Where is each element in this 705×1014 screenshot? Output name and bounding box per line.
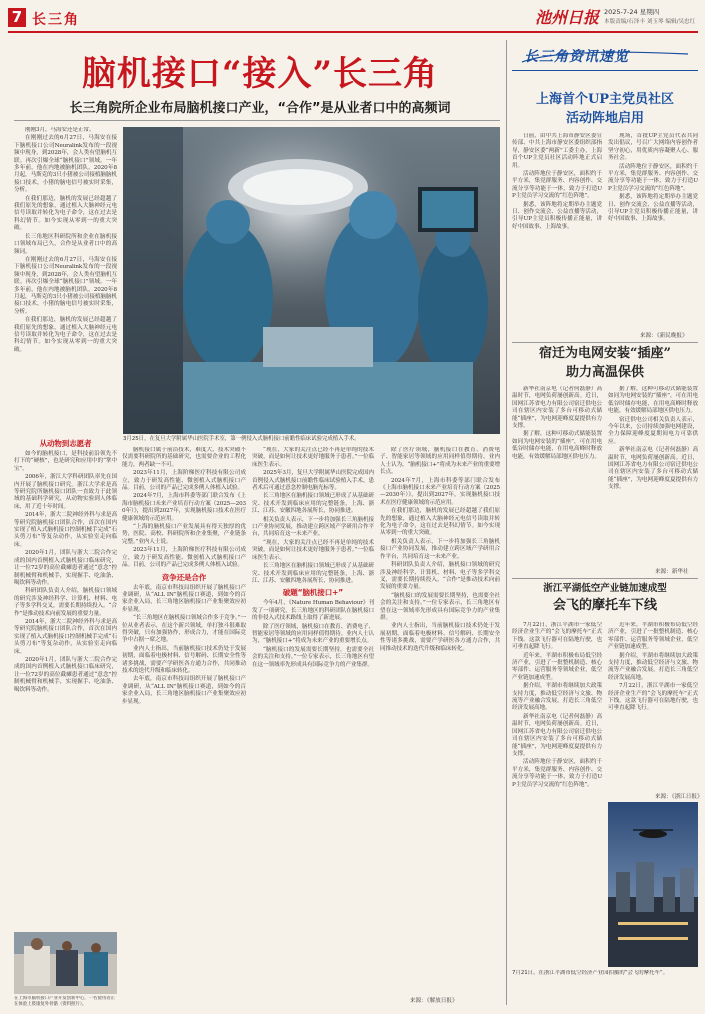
article-divider: [512, 578, 698, 579]
paragraph: 业内人士指出，当前脑机接口技术仍处于发展初期，面临着电极材料、信号解码、长期安全性等诸多挑战，需要产学研医各方通力合作，共同推动技术的迭代升级和临床转化。: [380, 623, 500, 652]
lead-col4: [252, 447, 374, 995]
paragraph: 长三角地区科研院所和企业在脑机接口领域布局已久，合作是从业者口中的高频词。: [14, 233, 117, 255]
paragraph: 2014年，浙大二院神经外科与求是高等研究院脑机接口团队合作，首次在国内实现了植入式脑机接口控制机械手完成“石头剪刀布”等复杂动作，从实验室走向临床。: [14, 512, 117, 548]
article2-title: [512, 344, 698, 382]
article3-title-line2: 会飞的摩托车下线: [552, 598, 657, 613]
paragraph: “脑机接口的发展需要长期坚持，也需要全社会的关注和支持。”一位专家表示，长三角地区有望在这一领域率先形成具有国际竞争力的产业集群。: [380, 592, 500, 621]
subhead-breakthrough: 破题“脑机接口+”: [282, 588, 344, 598]
lead-col5: [380, 447, 500, 995]
paragraph: 刚刚3月，马海安还是正常。: [25, 127, 95, 133]
paragraph: 除了医疗领域，脑机接口在教育、消费电子、智能家居等领域的应用同样值得期待。业内人士认为，“脑机接口+”将成为未来产业的重要增长点。: [252, 623, 374, 645]
paragraph: 7月22日，浙江平湖市一家低空经济企业生产的“会飞的摩托车”正式下线。这款飞行器可在陆地行驶，也可垂直起降飞行。: [608, 683, 698, 712]
article1-col2: [608, 133, 698, 329]
masthead-rule: [8, 31, 698, 33]
paragraph: 相关负责人表示，下一步将加强长三角脑机接口产业协同发展，推动建立跨区域产学研用合作平台，共同培育这一未来产业。: [252, 516, 374, 538]
paragraph: 2025年3月，复旦大学附属华山医院完成国内首例侵入式脑机接口前瞻性临床试验植入手术，患者术后可通过意念控制电脑光标等。: [252, 470, 374, 492]
subhead-competition: 竞争还是合作: [161, 572, 207, 582]
flying-motorcycle-caption: 7月21日，在浙江平湖市低空经济产业园拍摄的“会飞的摩托车”。: [512, 970, 669, 976]
paragraph: 据介绍，平湖市将继续加大政策支持力度，推动低空经济与文旅、物流等产业融合发展，打造长三角低空经济发展高地。: [608, 652, 698, 681]
paragraph: 活动阵地位于静安区，面积约千平方米，集党群服务、内容创作、交流分享等功能于一体，致力于打造UP主党员学习交流的“红色阵地”。: [608, 163, 698, 192]
paragraph: 2023年11月，上海阶梯医疗科技有限公司成立，致力于研发高性能、微创植入式脑机接口产品。目前，公司的产品已完成多例人体植入试验。: [122, 470, 246, 492]
paragraph: 2020年1月，团队与浙大二院合作完成的国内首例植入式脑机接口临床研究，让一位72岁的高位截瘫患者通过“意念”控制机械臂和机械手，实现握手、吃油条、喝饮料等动作。: [14, 656, 117, 693]
paragraph: 宿迁供电公司相关负责人表示，今年以来，公司持续加强电网建设，全力保障迎峰度夏期间电力可靠供应。: [608, 416, 698, 445]
article1-col1: [512, 133, 602, 338]
paragraph: “现在，大家的关注点已经不再是单纯的技术突破，而是如何让技术更好地服务于患者。”一位临床医生表示。: [252, 447, 374, 468]
paragraph: 在刚刚过去的6月27日，马海安在接下脑机接口公司Neuralink发布的一段视频中现身，到2028年，会人类有望脑机互联。再次引爆全球“脑机接口”领域。一年多年前，他在内地被脑机团队，2020年8月起，马斯克的3只小猪被公司接植脑脑机接口技术，小猪的脑电信号被实时采集，分析。: [14, 135, 117, 194]
paragraph: 2023年11月，上海阶梯医疗科技有限公司成立，致力于研发高性能、微创植入式脑机接口产品。目前，公司的产品已完成多例人体植入试验。: [122, 547, 246, 569]
article2-title-line1: 宿迁为电网安装“插座”: [539, 346, 671, 361]
paper-logo: 池州日报: [535, 8, 600, 27]
rehab-photo: [14, 932, 117, 994]
paragraph: “上海的脑机接口产业发展具有得天独厚的优势，医院、高校、科研院所和企业集聚，产业链条完整。”业内人士说。: [122, 524, 246, 545]
paragraph: 新华社南京电（记者何磊静）高温时节，电网负荷屡创新高。近日，国网江苏省电力有限公司宿迁供电公司在辖区内安装了多台可移动式储能“插座”，为电网迎峰度夏提供有力支撑。: [608, 447, 698, 491]
flying-motorcycle-photo: [608, 802, 698, 967]
paragraph: 长三角地区在脑机接口领域已形成了从基础研究、技术开发到临床应用的完整链条，上海、浙江、江苏、安徽四地各展所长，协同推进。: [252, 563, 374, 584]
paragraph: 7月22日，浙江平湖市一家低空经济企业生产的“会飞的摩托车”正式下线。这款飞行器可在陆地行驶，也可垂直起降飞行。: [512, 622, 602, 651]
paragraph: 在我们那边，脑机的发展已经超越了我们原先的想象，通过植入大脑神经元电信号读取并转化为电子命令，这在过去是科幻情节。如今实现从零到一的重大突破。: [380, 508, 500, 537]
article2-title-line2: 助力高温保供: [565, 365, 644, 380]
editor-line: 本版责编/石泽丰 刘玉琴 编辑/吴忠红: [604, 19, 696, 25]
surgery-photo-caption: 3月25日，在复旦大学附属华山医院手术室，第一例侵入式脑机接口前瞻性临床试验完成植入手术。: [123, 436, 360, 442]
lead-subheadline: 长三角院所企业布局脑机接口产业，“合作”是从业者口中的高频词: [69, 101, 451, 116]
paragraph: 近年来，平湖市积极布局低空经济产业，引进了一批整机制造、核心零部件、运营服务等领域企业，低空产业链加速成型。: [512, 652, 602, 681]
paragraph: 在我们那边，脑机的发展已经超越了我们原先的想象，通过植入大脑神经元电信号读取并转化为电子命令，这在过去是科幻情节。如今实现从零到一的重大突破。: [14, 195, 117, 232]
paragraph: 据悉，该阵地将定期举办主题党日、创作交流会、公益直播等活动，引导UP主党员积极传播正能量，讲好中国故事、上海故事。: [512, 201, 602, 230]
paragraph: 据了解，这种可移动式储能装置如同为电网安装的“插座”，可在用电低谷时储存电能，在用电高峰时释放电能，有效缓解局部地区供电压力。: [512, 431, 602, 460]
paragraph: “脑机接口的发展需要长期坚持，也需要全社会的关注和支持。”一位专家表示，长三角地区有望在这一领域率先形成具有国际竞争力的产业集群。: [252, 646, 374, 668]
paragraph: 新华社南京电（记者何磊静）高温时节，电网负荷屡创新高。近日，国网江苏省电力有限公司宿迁供电公司在辖区内安装了多台可移动式储能“插座”，为电网迎峰度夏提供有力支撑。: [512, 713, 602, 757]
paragraph: 在刚刚过去的6月27日，马海安在接下脑机接口公司Neuralink发布的一段视频中现身，到2028年，会人类有望脑机互联。再次引爆全球“脑机接口”领域。一年多年前，他在内地被脑机团队，2020年8月起，马斯克的3只小猪被公司接植脑脑机接口技术，小猪的脑电信号被实时采集，分析。: [14, 256, 117, 315]
paragraph: 业内人士指出，当前脑机接口技术仍处于发展初期，面临着电极材料、信号解码、长期安全性等诸多挑战，需要产学研医各方通力合作，共同推动技术的迭代升级和临床转化。: [122, 645, 246, 674]
headline-rule: [14, 120, 500, 121]
article2-col1: [512, 386, 602, 574]
lead-col1: [14, 127, 117, 432]
lead-col2: [14, 437, 117, 927]
page-number: 7: [11, 8, 23, 26]
paragraph: 今年4月，《Nature Human Behaviour》刊发了一项研究，长三角地区的科研团队在脑机接口的非侵入式技术路线上取得了新进展。: [252, 600, 374, 622]
paragraph: 去年底，南京市科技局组织开展了脑机接口产业调研，从“ALL IN”脑机接口赛道，到如今的百家企业入局，长三角地区脑机接口产业集聚效应初步显现。: [122, 676, 246, 705]
paragraph: “长三角地区在脑机接口领域合作多于竞争。”一位从业者表示，在这个新兴领域，单打独斗很难取得突破，只有加强协作，形成合力，才能在国际竞争中占据一席之地。: [122, 615, 246, 644]
sidebar-logo-text: 长三角资讯速览: [524, 49, 629, 65]
rehab-photo-caption: 在上海市脑机接口产业开发创新中心，一名使用者正在体验上肢康复外骨骼（资料照片）。: [14, 996, 115, 1007]
paragraph: 近年来，平湖市积极布局低空经济产业，引进了一批整机制造、核心零部件、运营服务等领域企业，低空产业链加速成型。: [608, 622, 698, 651]
paragraph: 除了医疗领域，脑机接口在教育、消费电子、智能家居等领域的应用同样值得期待。业内人士认为，“脑机接口+”将成为未来产业的重要增长点。: [380, 447, 500, 476]
article2-col2: [608, 386, 698, 566]
sidebar-logo-rule: [512, 70, 698, 71]
section-name: 长三角: [32, 12, 80, 28]
paragraph: 科研团队负责人介绍，脑机接口领域的研究涉及神经科学、计算机、材料、电子等多学科交叉，需要长期持续投入。“合作”是推动技术向前发展的重要力量。: [14, 588, 117, 617]
article-divider: [512, 342, 698, 343]
paragraph: 如今的脑机接口，是科技前沿领先不打下的“硬核”，也是研究和应用中的“掌中宝”。: [14, 451, 117, 472]
rehab-photo-illustration: [14, 932, 117, 994]
paragraph: 科研团队负责人介绍，脑机接口领域的研究涉及神经科学、计算机、材料、电子等多学科交叉，需要长期持续投入。“合作”是推动技术向前发展的重要力量。: [380, 562, 500, 591]
paragraph: 2014年，浙大二院神经外科与求是高等研究院脑机接口团队合作，首次在国内实现了植入式脑机接口控制机械手完成“石头剪刀布”等复杂动作，从实验室走向临床。: [14, 618, 117, 655]
paragraph: 在我们那边，脑机的发展已经超越了我们原先的想象，通过植入大脑神经元电信号读取并转化为电子命令，这在过去是科幻情节。如今实现从零到一的重大突破。: [14, 317, 117, 353]
paragraph: 现场，首批UP主党员代表共同发出倡议，号召广大网络内容创作者坚守初心，用优质内容凝聚人心、服务社会。: [608, 133, 698, 162]
subhead-from-animals: 从动物到志愿者: [39, 439, 92, 448]
paragraph: 2006年，浙江大学科研团队率先在国内开展了脑机接口研究。浙江大学求是高等研究院所脑机接口团队一直致力于此领域的基础科学研究，从动物实验到人体临床，用了近十年时间。: [14, 474, 117, 510]
column-divider: [506, 40, 507, 1005]
paragraph: 2020年1月，团队与浙大二院合作完成的国内首例植入式脑机接口临床研究，让一位72岁的高位截瘫患者通过“意念”控制机械臂和机械手，实现握手、吃油条、喝饮料等动作。: [14, 550, 117, 586]
article1-title-line2: 活动阵地启用: [565, 111, 644, 126]
paragraph: 长三角地区在脑机接口领域已形成了从基础研究、技术开发到临床应用的完整链条，上海、浙江、江苏、安徽四地各展所长，协同推进。: [252, 493, 374, 515]
paragraph: 相关负责人表示，下一步将加强长三角脑机接口产业协同发展，推动建立跨区域产学研用合作平台，共同培育这一未来产业。: [380, 538, 500, 560]
surgery-photo-illustration: [123, 127, 500, 434]
article3-col1: [512, 622, 602, 970]
sidebar-logo: [520, 44, 690, 68]
lead-source: 来源：《解放日报》: [410, 998, 458, 1004]
page-number-box: [8, 8, 26, 27]
paragraph: 2024年7月，上海市科委等部门联合发布《上海市脑机接口未来产业培育行动方案（2025—2030年）》，提出到2027年，实现脑机接口技术在医疗健康领域的示范应用。: [122, 493, 246, 522]
article1-source: 来源：《新民晚报》: [640, 333, 688, 339]
paragraph: 脑机接口属于前沿技术，难度大，技术突破不仅需要科研院所的基础研究，也需要企业的工程化能力，两者缺一不可。: [122, 447, 246, 468]
paragraph: 据介绍，平湖市将继续加大政策支持力度，推动低空经济与文旅、物流等产业融合发展，打造长三角低空经济发展高地。: [512, 683, 602, 712]
paragraph: 据悉，该阵地将定期举办主题党日、创作交流会、公益直播等活动，引导UP主党员积极传播正能量，讲好中国故事、上海故事。: [608, 194, 698, 223]
lead-headline: 脑机接口“接入”长三角: [81, 54, 439, 94]
paragraph: 活动阵地位于静安区，面积约千平方米，集党群服务、内容创作、交流分享等功能于一体，致力于打造UP主党员学习交流的“红色阵地”。: [512, 171, 602, 200]
article3-source: 来源：《浙江日报》: [655, 794, 703, 800]
flying-motorcycle-illustration: [608, 802, 698, 967]
article1-title-line1: 上海首个UP主党员社区: [535, 92, 675, 107]
date-line: 2025-7-24 星期四: [604, 8, 660, 16]
paragraph: 2024年7月，上海市科委等部门联合发布《上海市脑机接口未来产业培育行动方案（2025—2030年）》，提出到2027年，实现脑机接口技术在医疗健康领域的示范应用。: [380, 477, 500, 506]
paragraph: “现在，大家的关注点已经不再是单纯的技术突破，而是如何让技术更好地服务于患者。”一位临床医生表示。: [252, 539, 374, 561]
paragraph: 据了解，这种可移动式储能装置如同为电网安装的“插座”，可在用电低谷时储存电能，在用电高峰时释放电能，有效缓解局部地区供电压力。: [608, 386, 698, 415]
article3-title: [512, 582, 698, 616]
article1-title: [512, 90, 698, 128]
lead-col3: [122, 447, 246, 937]
surgery-photo: [123, 127, 500, 434]
article3-title-line1: 浙江平湖低空产业链加速成型: [543, 583, 667, 594]
paragraph: 去年底，南京市科技局组织开展了脑机接口产业调研，从“ALL IN”脑机接口赛道，到如今的百家企业入局，长三角地区脑机接口产业集聚效应初步显现。: [122, 584, 246, 613]
article2-source: 来源：新华社: [655, 569, 689, 575]
paragraph: 新华社南京电（记者何磊静）高温时节，电网负荷屡创新高。近日，国网江苏省电力有限公司宿迁供电公司在辖区内安装了多台可移动式储能“插座”，为电网迎峰度夏提供有力支撑。: [512, 386, 602, 430]
article3-col2: [608, 622, 698, 790]
paragraph: 日前，由中共上海市静安区委宣传部、中共上海市静安区委组织部指导，静安区委“两新”工委主办，上海首个UP主党员社区活动阵地正式启用。: [512, 133, 602, 169]
paragraph: 活动阵地位于静安区，面积约千平方米，集党群服务、内容创作、交流分享等功能于一体，致力于打造UP主党员学习交流的“红色阵地”。: [512, 759, 602, 788]
